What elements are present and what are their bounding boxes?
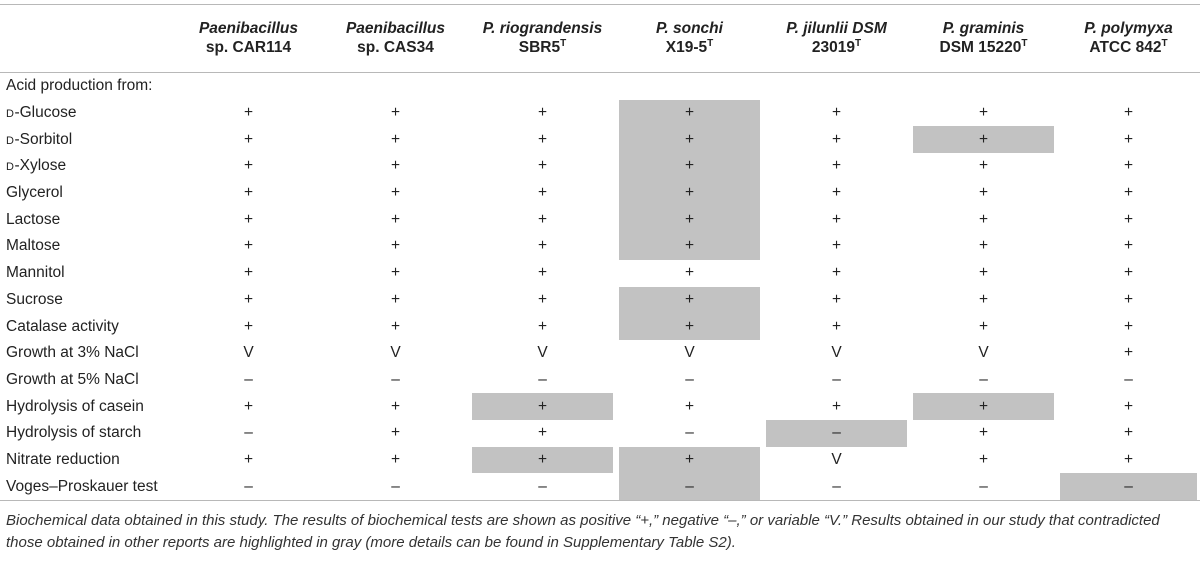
result-cell	[175, 340, 322, 367]
row-label-text: Sucrose	[6, 290, 63, 308]
result-cell	[1057, 393, 1200, 420]
result-value: +	[537, 237, 548, 255]
result-cell	[616, 393, 763, 420]
result-value: +	[1123, 264, 1134, 282]
result-value: –	[244, 424, 253, 442]
result-value: –	[538, 370, 547, 388]
result-value: +	[1123, 184, 1134, 202]
result-value: +	[978, 450, 989, 468]
result-cell	[322, 287, 469, 314]
result-cell	[322, 180, 469, 207]
row-label-text: -Sorbitol	[14, 130, 73, 148]
result-cell	[763, 180, 910, 207]
result-cell	[616, 126, 763, 153]
column-header-line1: Paenibacillus	[198, 20, 299, 37]
type-strain-superscript: T	[1161, 37, 1168, 49]
row-label-text: Nitrate reduction	[6, 450, 120, 468]
result-value: –	[832, 370, 841, 388]
result-value: –	[244, 477, 253, 495]
table-caption: Biochemical data obtained in this study. The results of biochemical tests are shown as positive “+,” negative “–,” or variable “V.” Results obtained in our study that contradicted those obtained in other reports are highlighted in gray (more details can be found in Supplementary Table S2).	[6, 512, 1160, 551]
result-value: V	[243, 344, 254, 362]
result-cell	[322, 260, 469, 287]
result-value: +	[1123, 344, 1134, 362]
column-header-line1: P. polymyxa	[1084, 20, 1173, 37]
result-cell	[1057, 100, 1200, 127]
result-value: +	[831, 157, 842, 175]
type-strain-superscript: T	[855, 37, 862, 49]
result-value: V	[831, 450, 842, 468]
result-value: +	[537, 184, 548, 202]
table-row	[0, 153, 1200, 180]
result-cell	[469, 367, 616, 394]
result-cell	[910, 233, 1057, 260]
table-row	[0, 313, 1200, 340]
row-label-text: Maltose	[6, 237, 61, 255]
row-label-text: Catalase activity	[6, 317, 119, 335]
result-cell	[763, 126, 910, 153]
result-cell	[175, 260, 322, 287]
result-cell	[175, 153, 322, 180]
column-header-strain: sp. CAR114	[205, 39, 292, 56]
result-cell	[1057, 340, 1200, 367]
result-value: +	[243, 264, 254, 282]
table-row	[0, 233, 1200, 260]
result-value: –	[391, 477, 400, 495]
result-cell	[322, 206, 469, 233]
row-label-prefix: D	[6, 108, 15, 121]
result-cell	[322, 100, 469, 127]
result-cell	[616, 233, 763, 260]
result-value: –	[538, 477, 547, 495]
result-value: +	[684, 317, 695, 335]
result-cell	[616, 340, 763, 367]
table-row	[0, 367, 1200, 394]
row-label-prefix: D	[6, 134, 15, 147]
result-value: V	[978, 344, 989, 362]
table-header	[0, 4, 1200, 73]
column-header-line2	[910, 38, 1057, 57]
table-row	[0, 393, 1200, 420]
result-value: +	[684, 397, 695, 415]
result-value: +	[243, 104, 254, 122]
result-value: V	[684, 344, 695, 362]
result-cell	[910, 447, 1057, 474]
result-value: +	[684, 264, 695, 282]
row-label	[0, 393, 175, 420]
result-value: +	[390, 317, 401, 335]
result-cell	[1057, 473, 1200, 500]
column-header-strain: sp. CAS34	[357, 39, 434, 56]
result-value: +	[684, 157, 695, 175]
result-value: +	[684, 290, 695, 308]
result-cell	[469, 287, 616, 314]
result-value: +	[684, 237, 695, 255]
result-value: –	[979, 477, 988, 495]
column-header-line2	[322, 38, 469, 57]
column-header-strain: SBR5	[518, 39, 561, 56]
result-value: +	[978, 184, 989, 202]
row-label	[0, 100, 175, 127]
column-header	[910, 4, 1057, 73]
result-cell	[469, 233, 616, 260]
result-value: –	[1124, 477, 1133, 495]
result-value: +	[537, 317, 548, 335]
result-cell	[1057, 153, 1200, 180]
column-header-line2	[763, 38, 910, 57]
result-cell	[616, 473, 763, 500]
result-value: +	[537, 157, 548, 175]
result-value: +	[1123, 397, 1134, 415]
header-row	[0, 4, 1200, 73]
result-cell	[469, 126, 616, 153]
table-body	[0, 73, 1200, 501]
row-label	[0, 180, 175, 207]
column-header-strain: 23019	[811, 39, 855, 56]
result-value: +	[243, 450, 254, 468]
result-cell	[763, 153, 910, 180]
result-value: –	[685, 370, 694, 388]
result-cell	[763, 233, 910, 260]
result-value: +	[978, 237, 989, 255]
result-value: +	[684, 130, 695, 148]
result-cell	[1057, 367, 1200, 394]
result-value: –	[832, 424, 841, 442]
result-value: +	[390, 450, 401, 468]
result-value: +	[390, 184, 401, 202]
result-cell	[322, 126, 469, 153]
row-label	[0, 233, 175, 260]
result-cell	[910, 393, 1057, 420]
result-cell	[616, 287, 763, 314]
result-value: +	[684, 184, 695, 202]
result-value: –	[685, 424, 694, 442]
result-cell	[175, 180, 322, 207]
result-cell	[322, 233, 469, 260]
result-cell	[469, 393, 616, 420]
result-cell	[763, 206, 910, 233]
result-cell	[763, 367, 910, 394]
result-cell	[469, 340, 616, 367]
result-value: +	[537, 397, 548, 415]
result-cell	[616, 100, 763, 127]
result-cell	[910, 153, 1057, 180]
result-value: +	[1123, 450, 1134, 468]
result-cell	[175, 100, 322, 127]
table-row	[0, 473, 1200, 500]
result-value: +	[831, 104, 842, 122]
result-cell	[175, 473, 322, 500]
result-value: +	[1123, 104, 1134, 122]
result-cell	[175, 367, 322, 394]
result-value: +	[243, 130, 254, 148]
result-value: +	[978, 264, 989, 282]
row-label-text: -Glucose	[14, 104, 77, 122]
column-header-line2	[175, 38, 322, 57]
result-cell	[910, 313, 1057, 340]
result-value: +	[243, 184, 254, 202]
result-cell	[763, 287, 910, 314]
result-cell	[469, 420, 616, 447]
column-header	[322, 4, 469, 73]
result-cell	[322, 447, 469, 474]
result-value: +	[978, 157, 989, 175]
result-cell	[616, 260, 763, 287]
result-value: +	[831, 317, 842, 335]
result-cell	[322, 367, 469, 394]
type-strain-superscript: T	[1021, 37, 1028, 49]
result-value: –	[244, 370, 253, 388]
column-header-strain: DSM 15220	[939, 39, 1022, 56]
result-cell	[469, 473, 616, 500]
result-value: +	[1123, 424, 1134, 442]
result-cell	[175, 420, 322, 447]
column-header-line1: Paenibacillus	[345, 20, 446, 37]
column-header	[763, 4, 910, 73]
result-cell	[322, 393, 469, 420]
row-label	[0, 473, 175, 500]
result-value: +	[243, 317, 254, 335]
result-cell	[1057, 420, 1200, 447]
result-cell	[175, 313, 322, 340]
result-value: +	[1123, 210, 1134, 228]
result-value: +	[1123, 237, 1134, 255]
result-value: +	[1123, 157, 1134, 175]
column-header-strain: X19-5	[665, 39, 708, 56]
row-label-text: Glycerol	[6, 184, 63, 202]
result-cell	[175, 393, 322, 420]
row-label-text: -Xylose	[14, 157, 67, 175]
result-cell	[175, 447, 322, 474]
result-value: –	[685, 477, 694, 495]
result-cell	[469, 447, 616, 474]
row-label	[0, 260, 175, 287]
biochemical-table	[0, 4, 1200, 501]
result-value: –	[391, 370, 400, 388]
result-value: +	[390, 290, 401, 308]
row-label-text: Growth at 3% NaCl	[6, 344, 139, 362]
result-value: +	[978, 424, 989, 442]
row-label	[0, 367, 175, 394]
result-value: +	[1123, 290, 1134, 308]
row-label	[0, 420, 175, 447]
section-row	[0, 73, 1200, 100]
result-value: +	[831, 290, 842, 308]
header-empty	[0, 4, 175, 73]
result-value: +	[390, 237, 401, 255]
result-cell	[1057, 287, 1200, 314]
row-label	[0, 313, 175, 340]
result-cell	[910, 206, 1057, 233]
table-row	[0, 340, 1200, 367]
result-value: +	[978, 104, 989, 122]
row-label-text: Hydrolysis of casein	[6, 397, 144, 415]
result-value: –	[1124, 370, 1133, 388]
result-value: +	[537, 424, 548, 442]
result-cell	[1057, 206, 1200, 233]
result-cell	[910, 100, 1057, 127]
result-value: +	[537, 210, 548, 228]
result-value: +	[978, 130, 989, 148]
result-cell	[763, 260, 910, 287]
section-label: Acid production from:	[6, 77, 153, 95]
result-cell	[616, 153, 763, 180]
result-cell	[469, 100, 616, 127]
column-header-line1: P. graminis	[942, 20, 1025, 37]
result-cell	[175, 126, 322, 153]
result-cell	[1057, 447, 1200, 474]
result-value: +	[390, 104, 401, 122]
result-value: +	[390, 157, 401, 175]
result-cell	[1057, 180, 1200, 207]
row-label-text: Voges–Proskauer test	[6, 477, 158, 495]
table-row	[0, 180, 1200, 207]
type-strain-superscript: T	[707, 37, 714, 49]
table-row	[0, 260, 1200, 287]
result-value: +	[1123, 130, 1134, 148]
result-value: +	[390, 210, 401, 228]
row-label	[0, 126, 175, 153]
result-value: V	[390, 344, 401, 362]
result-cell	[616, 420, 763, 447]
result-value: +	[831, 210, 842, 228]
result-cell	[1057, 233, 1200, 260]
column-header-strain: ATCC 842	[1089, 39, 1162, 56]
row-label	[0, 153, 175, 180]
result-value: +	[390, 130, 401, 148]
result-cell	[763, 100, 910, 127]
result-cell	[910, 180, 1057, 207]
column-header-line2	[616, 38, 763, 57]
table-row	[0, 206, 1200, 233]
result-value: +	[831, 130, 842, 148]
result-value: +	[243, 210, 254, 228]
column-header-line1: P. riograndensis	[482, 20, 603, 37]
result-cell	[616, 180, 763, 207]
table-row	[0, 447, 1200, 474]
row-label	[0, 340, 175, 367]
result-value: +	[537, 130, 548, 148]
result-value: +	[243, 290, 254, 308]
result-cell	[469, 260, 616, 287]
row-label-text: Lactose	[6, 210, 61, 228]
result-value: +	[390, 424, 401, 442]
result-value: +	[978, 290, 989, 308]
result-value: +	[390, 397, 401, 415]
result-value: +	[1123, 317, 1134, 335]
type-strain-superscript: T	[560, 37, 567, 49]
result-value: +	[684, 104, 695, 122]
result-cell	[763, 447, 910, 474]
result-cell	[469, 180, 616, 207]
result-value: +	[978, 397, 989, 415]
table-row	[0, 126, 1200, 153]
result-cell	[763, 340, 910, 367]
result-value: V	[831, 344, 842, 362]
column-header	[1057, 4, 1200, 73]
result-cell	[616, 206, 763, 233]
result-cell	[616, 313, 763, 340]
result-cell	[469, 206, 616, 233]
result-cell	[1057, 313, 1200, 340]
result-value: +	[390, 264, 401, 282]
result-cell	[322, 153, 469, 180]
row-label	[0, 447, 175, 474]
result-cell	[322, 473, 469, 500]
result-cell	[322, 340, 469, 367]
result-value: +	[537, 104, 548, 122]
result-value: +	[831, 264, 842, 282]
result-value: +	[243, 397, 254, 415]
result-cell	[910, 260, 1057, 287]
result-cell	[763, 420, 910, 447]
table-row	[0, 420, 1200, 447]
result-cell	[175, 206, 322, 233]
result-value: +	[243, 157, 254, 175]
result-value: +	[831, 397, 842, 415]
column-header-line2	[469, 38, 616, 57]
column-header	[175, 4, 322, 73]
result-value: +	[831, 184, 842, 202]
row-label-text: Growth at 5% NaCl	[6, 370, 139, 388]
row-label-text: Hydrolysis of starch	[6, 424, 142, 442]
result-value: +	[831, 237, 842, 255]
row-label	[0, 287, 175, 314]
result-cell	[763, 473, 910, 500]
result-cell	[1057, 260, 1200, 287]
result-cell	[616, 367, 763, 394]
result-value: +	[978, 210, 989, 228]
result-cell	[175, 233, 322, 260]
result-value: +	[684, 210, 695, 228]
result-cell	[910, 420, 1057, 447]
result-cell	[469, 313, 616, 340]
result-cell	[175, 287, 322, 314]
result-cell	[910, 473, 1057, 500]
result-value: –	[832, 477, 841, 495]
table-row	[0, 100, 1200, 127]
result-cell	[910, 340, 1057, 367]
result-cell	[910, 367, 1057, 394]
row-label	[0, 206, 175, 233]
result-cell	[322, 420, 469, 447]
result-cell	[910, 126, 1057, 153]
column-header-line1: P. sonchi	[656, 20, 723, 37]
column-header-line1: P. jilunlii DSM	[786, 20, 887, 37]
result-value: +	[684, 450, 695, 468]
row-label-text: Mannitol	[6, 264, 65, 282]
result-value: –	[979, 370, 988, 388]
result-cell	[910, 287, 1057, 314]
result-cell	[322, 313, 469, 340]
result-value: +	[243, 237, 254, 255]
row-label-prefix: D	[6, 161, 15, 174]
result-cell	[1057, 126, 1200, 153]
result-value: +	[537, 290, 548, 308]
column-header-line2	[1057, 38, 1200, 57]
result-value: +	[537, 264, 548, 282]
result-cell	[469, 153, 616, 180]
column-header	[616, 4, 763, 73]
column-header	[469, 4, 616, 73]
result-cell	[616, 447, 763, 474]
result-value: +	[537, 450, 548, 468]
result-cell	[763, 393, 910, 420]
result-value: +	[978, 317, 989, 335]
result-value: V	[537, 344, 548, 362]
result-cell	[763, 313, 910, 340]
table-row	[0, 287, 1200, 314]
